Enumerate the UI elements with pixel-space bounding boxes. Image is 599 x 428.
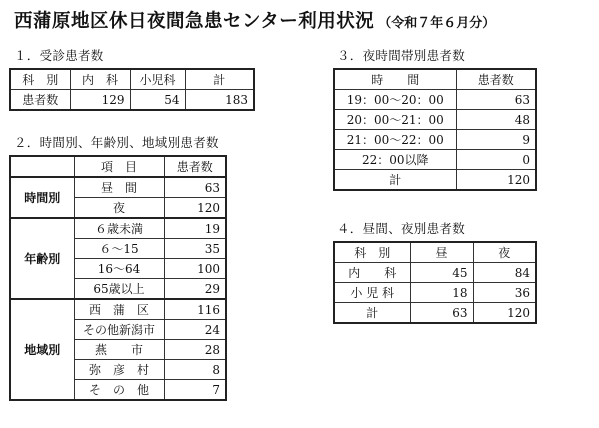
row-label: 22：00以降 bbox=[334, 150, 456, 170]
table-header-row bbox=[334, 69, 536, 90]
row-label: そ の 他 bbox=[74, 380, 164, 401]
section4-heading: ４．昼間、夜別患者数 bbox=[337, 221, 466, 236]
table-header-cell: 科 別 bbox=[334, 242, 410, 263]
table-cell: 84 bbox=[473, 263, 536, 283]
group-label-age: 年齢別 bbox=[10, 218, 74, 299]
table-cell: 129 bbox=[70, 90, 130, 111]
row-label: 19：00～20：00 bbox=[334, 90, 456, 110]
table-header-cell: 時 間 bbox=[334, 69, 456, 90]
row-label: 小 児 科 bbox=[334, 283, 410, 303]
row-label: 燕 市 bbox=[74, 340, 164, 360]
row-label: その他新潟市 bbox=[74, 320, 164, 340]
row-label: 西 蒲 区 bbox=[74, 299, 164, 320]
table-row bbox=[334, 110, 536, 130]
table-cell: 8 bbox=[164, 360, 226, 380]
table-cell: 54 bbox=[130, 90, 185, 111]
table-row bbox=[10, 299, 226, 320]
row-label: 65歳以上 bbox=[74, 279, 164, 300]
row-label: 弥 彦 村 bbox=[74, 360, 164, 380]
row-label: ６歳未満 bbox=[74, 218, 164, 239]
table-cell: 63 bbox=[164, 177, 226, 198]
table-cell: 35 bbox=[164, 239, 226, 259]
section2-table bbox=[9, 155, 227, 401]
row-label: 21：00～22：00 bbox=[334, 130, 456, 150]
section1-heading: １．受診患者数 bbox=[14, 48, 104, 63]
table-cell: 18 bbox=[410, 283, 473, 303]
table-header-cell: 項 目 bbox=[74, 156, 164, 177]
table-header-row bbox=[10, 156, 226, 177]
table-header-row bbox=[10, 69, 254, 90]
table-cell: 19 bbox=[164, 218, 226, 239]
total-value: 120 bbox=[456, 170, 536, 191]
table-cell: 45 bbox=[410, 263, 473, 283]
page-title-main: 西蒲原地区休日夜間急患センター利用状況 bbox=[14, 11, 375, 32]
row-label: 16～64 bbox=[74, 259, 164, 279]
table-header-cell: 患者数 bbox=[456, 69, 536, 90]
table-row bbox=[334, 263, 536, 283]
table-row bbox=[10, 90, 254, 111]
table-row bbox=[334, 90, 536, 110]
section3-table bbox=[333, 68, 537, 191]
table-header-cell: 夜 bbox=[473, 242, 536, 263]
table-cell: 48 bbox=[456, 110, 536, 130]
table-header-cell: 患者数 bbox=[164, 156, 226, 177]
section1-table bbox=[9, 68, 255, 111]
corner-cell bbox=[10, 156, 74, 177]
table-header-row bbox=[334, 242, 536, 263]
group-label-time: 時間別 bbox=[10, 177, 74, 218]
page-title-period: （令和７年６月分） bbox=[378, 16, 496, 31]
row-label: 患者数 bbox=[10, 90, 70, 111]
table-header-cell: 昼 bbox=[410, 242, 473, 263]
row-label: 昼 間 bbox=[74, 177, 164, 198]
table-cell: 29 bbox=[164, 279, 226, 300]
table-cell: 120 bbox=[473, 303, 536, 324]
row-label: 夜 bbox=[74, 198, 164, 219]
table-total-row bbox=[334, 303, 536, 324]
section2-heading: ２．時間別、年齢別、地域別患者数 bbox=[14, 135, 219, 150]
table-row bbox=[334, 130, 536, 150]
table-cell: 100 bbox=[164, 259, 226, 279]
table-row bbox=[10, 177, 226, 198]
table-cell: 9 bbox=[456, 130, 536, 150]
table-cell: 116 bbox=[164, 299, 226, 320]
table-cell: 7 bbox=[164, 380, 226, 401]
table-row bbox=[334, 283, 536, 303]
group-label-region: 地域別 bbox=[10, 299, 74, 400]
table-cell: 24 bbox=[164, 320, 226, 340]
table-total-row bbox=[334, 170, 536, 191]
table-header-cell: 計 bbox=[185, 69, 254, 90]
page-title bbox=[14, 7, 495, 33]
section3-heading: ３．夜時間帯別患者数 bbox=[337, 48, 466, 63]
table-cell: 0 bbox=[456, 150, 536, 170]
table-header-cell: 小児科 bbox=[130, 69, 185, 90]
table-header-cell: 内 科 bbox=[70, 69, 130, 90]
table-cell: 63 bbox=[410, 303, 473, 324]
total-label: 計 bbox=[334, 303, 410, 324]
row-label: ６～15 bbox=[74, 239, 164, 259]
table-cell: 36 bbox=[473, 283, 536, 303]
row-label: 20：00～21：00 bbox=[334, 110, 456, 130]
table-cell: 63 bbox=[456, 90, 536, 110]
table-header-cell: 科 別 bbox=[10, 69, 70, 90]
table-cell: 183 bbox=[185, 90, 254, 111]
table-cell: 28 bbox=[164, 340, 226, 360]
section4-table bbox=[333, 241, 537, 324]
total-label: 計 bbox=[334, 170, 456, 191]
table-row bbox=[334, 150, 536, 170]
table-cell: 120 bbox=[164, 198, 226, 219]
table-row bbox=[10, 218, 226, 239]
row-label: 内 科 bbox=[334, 263, 410, 283]
